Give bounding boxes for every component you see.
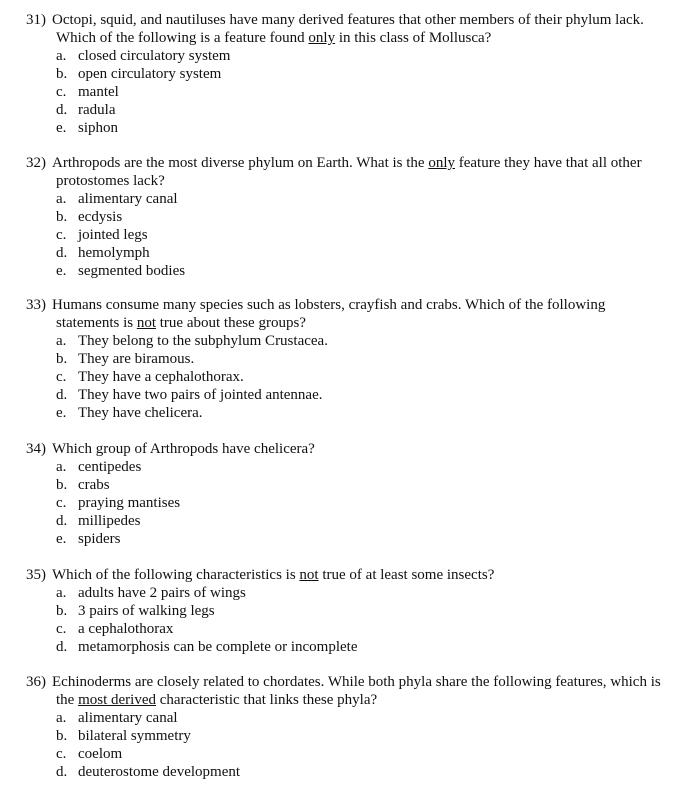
option-letter: a. — [56, 333, 67, 349]
option-d[interactable] — [56, 244, 666, 262]
option-e[interactable] — [56, 530, 666, 548]
option-b[interactable] — [56, 350, 666, 368]
option-letter: a. — [56, 48, 67, 64]
option-letter: d. — [56, 245, 68, 261]
option-letter: b. — [56, 603, 68, 619]
option-letter: b. — [56, 477, 68, 493]
option-c[interactable] — [56, 226, 666, 244]
option-a[interactable] — [56, 584, 666, 602]
option-d[interactable] — [56, 763, 666, 781]
option-text: jointed legs — [78, 227, 148, 243]
option-a[interactable] — [56, 458, 666, 476]
option-text: They belong to the subphylum Crustacea. — [78, 333, 328, 349]
option-a[interactable] — [56, 709, 666, 727]
option-b[interactable] — [56, 476, 666, 494]
option-letter: c. — [56, 621, 67, 637]
question-stem — [52, 11, 666, 47]
option-letter: c. — [56, 227, 67, 243]
question-34 — [26, 440, 666, 548]
option-letter: d. — [56, 639, 68, 655]
stem-text: Octopi, squid, and nautiluses have many derived features that other members of their phylum lack. Which of the following is a feature found — [52, 12, 644, 46]
option-letter: a. — [56, 710, 67, 726]
option-c[interactable] — [56, 368, 666, 386]
stem-text: feature they have that all other protostomes lack? — [56, 155, 642, 189]
option-letter: e. — [56, 263, 67, 279]
answer-options — [56, 47, 666, 137]
option-letter: c. — [56, 84, 67, 100]
option-text: They have a cephalothorax. — [78, 369, 244, 385]
option-text: segmented bodies — [78, 263, 186, 279]
question-stem — [52, 154, 666, 190]
stem-text: Which of the following characteristics is — [52, 567, 300, 583]
option-text: praying mantises — [78, 495, 181, 511]
option-text: They have two pairs of jointed antennae. — [78, 387, 323, 403]
option-text: bilateral symmetry — [78, 728, 191, 744]
option-letter: a. — [56, 191, 67, 207]
option-text: radula — [78, 102, 116, 118]
stem-text: in this class of Mollusca? — [335, 30, 492, 46]
option-text: millipedes — [78, 513, 141, 529]
question-number: 32) — [26, 155, 46, 171]
question-32 — [26, 154, 666, 280]
answer-options — [56, 332, 666, 422]
option-a[interactable] — [56, 332, 666, 350]
option-b[interactable] — [56, 602, 666, 620]
option-c[interactable] — [56, 620, 666, 638]
question-number: 36) — [26, 674, 46, 690]
stem-emphasis: most derived — [78, 692, 156, 708]
option-letter: d. — [56, 513, 68, 529]
stem-text: Arthropods are the most diverse phylum on Earth. What is the — [52, 155, 429, 171]
option-b[interactable] — [56, 727, 666, 745]
option-text: adults have 2 pairs of wings — [78, 585, 246, 601]
option-b[interactable] — [56, 65, 666, 83]
option-letter: c. — [56, 746, 67, 762]
option-text: 3 pairs of walking legs — [78, 603, 215, 619]
option-letter: c. — [56, 495, 67, 511]
option-a[interactable] — [56, 47, 666, 65]
question-number: 33) — [26, 297, 46, 313]
option-e[interactable] — [56, 262, 666, 280]
stem-text: true of at least some insects? — [318, 567, 495, 583]
option-text: crabs — [78, 477, 110, 493]
option-letter: b. — [56, 351, 68, 367]
option-c[interactable] — [56, 494, 666, 512]
stem-text: true about these groups? — [156, 315, 306, 331]
question-stem — [52, 673, 666, 709]
option-e[interactable] — [56, 404, 666, 422]
option-letter: d. — [56, 387, 68, 403]
option-d[interactable] — [56, 101, 666, 119]
option-letter: b. — [56, 66, 68, 82]
question-number: 31) — [26, 12, 46, 28]
option-text: siphon — [78, 120, 119, 136]
stem-emphasis: only — [308, 30, 336, 46]
stem-emphasis: only — [428, 155, 455, 171]
option-text: deuterostome development — [78, 764, 241, 780]
option-b[interactable] — [56, 208, 666, 226]
option-d[interactable] — [56, 386, 666, 404]
option-text: They have chelicera. — [78, 405, 203, 421]
option-text: closed circulatory system — [78, 48, 231, 64]
option-letter: a. — [56, 459, 67, 475]
question-31 — [26, 11, 666, 137]
question-33 — [26, 296, 666, 422]
stem-emphasis: not — [136, 315, 156, 331]
option-letter: b. — [56, 728, 68, 744]
option-letter: e. — [56, 405, 67, 421]
option-text: a cephalothorax — [78, 621, 174, 637]
option-e[interactable] — [56, 119, 666, 137]
option-text: mantel — [78, 84, 119, 100]
option-d[interactable] — [56, 512, 666, 530]
option-a[interactable] — [56, 190, 666, 208]
option-text: coelom — [78, 746, 123, 762]
option-letter: c. — [56, 369, 67, 385]
option-text: alimentary canal — [78, 710, 178, 726]
option-text: spiders — [78, 531, 121, 547]
option-letter: d. — [56, 764, 68, 780]
option-text: They are biramous. — [78, 351, 195, 367]
stem-text: characteristic that links these phyla? — [155, 692, 378, 708]
stem-text: Which group of Arthropods have chelicera? — [52, 441, 315, 457]
option-text: hemolymph — [78, 245, 150, 261]
option-c[interactable] — [56, 745, 666, 763]
answer-options — [56, 584, 666, 656]
question-stem — [52, 440, 666, 458]
question-35 — [26, 566, 666, 656]
question-stem — [52, 296, 666, 332]
option-letter: e. — [56, 120, 67, 136]
option-d[interactable] — [56, 638, 666, 656]
question-number: 35) — [26, 567, 46, 583]
option-c[interactable] — [56, 83, 666, 101]
answer-options — [56, 458, 666, 548]
stem-text: Echinoderms are closely related to chordates. While both phyla share the following features, which is the — [52, 674, 661, 708]
stem-emphasis: not — [299, 567, 319, 583]
stem-text: Humans consume many species such as lobsters, crayfish and crabs. Which of the following statements is — [52, 297, 606, 331]
answer-options — [56, 709, 666, 781]
question-36 — [26, 673, 666, 781]
option-letter: b. — [56, 209, 68, 225]
option-text: open circulatory system — [78, 66, 222, 82]
option-text: alimentary canal — [78, 191, 178, 207]
question-number: 34) — [26, 441, 46, 457]
question-stem — [52, 566, 666, 584]
option-text: metamorphosis can be complete or incomplete — [78, 639, 358, 655]
option-text: ecdysis — [78, 209, 123, 225]
option-letter: e. — [56, 531, 67, 547]
option-letter: d. — [56, 102, 68, 118]
option-text: centipedes — [78, 459, 142, 475]
option-letter: a. — [56, 585, 67, 601]
answer-options — [56, 190, 666, 280]
